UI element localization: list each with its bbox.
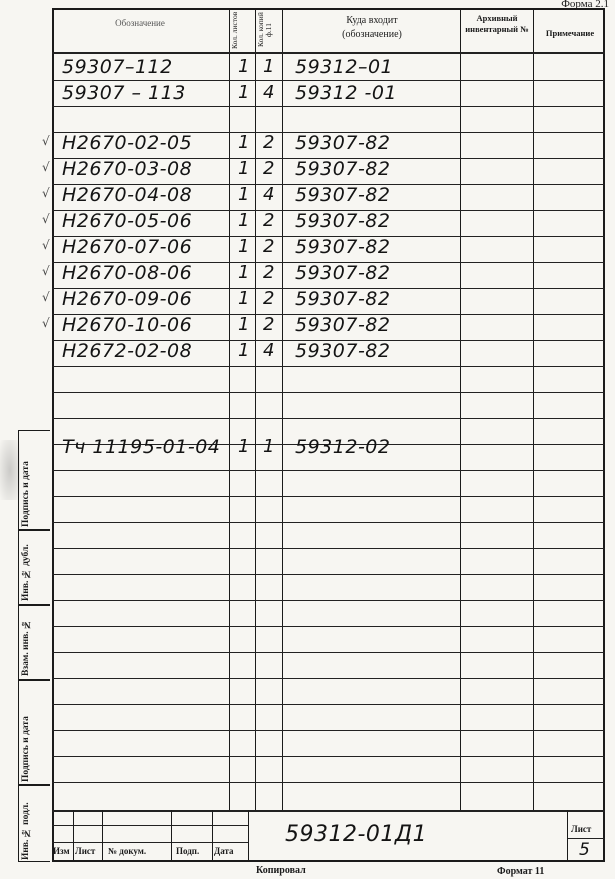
header-where-used-sub: (обозначение) <box>342 29 402 40</box>
check-mark: √ <box>42 290 50 304</box>
cell-designation: Тч 11195-01-04 <box>62 436 221 458</box>
tb-sheet-no: 5 <box>579 840 591 860</box>
cell-where-used: 59307-82 <box>295 132 391 154</box>
check-mark: √ <box>42 316 50 330</box>
cell-sheets: 1 <box>238 288 250 309</box>
col-divider <box>229 8 230 810</box>
tb-list: Лист <box>75 846 96 856</box>
row-line <box>52 522 605 523</box>
tb-designation: 59312-01Д1 <box>285 822 428 847</box>
row-line <box>52 678 605 679</box>
header-note: Примечание <box>545 28 595 38</box>
check-mark: √ <box>42 264 50 278</box>
cell-format: 4 <box>263 340 275 361</box>
cell-format: 2 <box>263 314 275 335</box>
cell-format: 2 <box>263 262 275 283</box>
side-label: Взам. инв. № <box>21 619 31 676</box>
row-line <box>52 652 605 653</box>
title-block-line <box>567 838 605 839</box>
cell-sheets: 1 <box>238 314 250 335</box>
check-mark: √ <box>42 134 50 148</box>
cell-format: 2 <box>263 210 275 231</box>
cell-sheets: 1 <box>238 436 250 457</box>
row-line <box>52 600 605 601</box>
cell-sheets: 1 <box>238 158 250 179</box>
cell-format: 2 <box>263 132 275 153</box>
row-line <box>52 574 605 575</box>
cell-format: 1 <box>263 436 275 457</box>
cell-format: 1 <box>263 56 275 77</box>
tb-doc-no: № докум. <box>108 846 147 856</box>
side-inv-podl <box>18 785 50 862</box>
cell-where-used: 59307-82 <box>295 262 391 284</box>
cell-sheets: 1 <box>238 236 250 257</box>
tb-sheet-label: Лист <box>571 824 592 834</box>
row-line <box>52 418 605 419</box>
cell-designation: Н2670-04-08 <box>62 184 193 206</box>
cell-where-used: 59307-82 <box>295 184 391 206</box>
cell-where-used: 59312–01 <box>295 56 394 78</box>
col-divider <box>282 8 283 810</box>
header-where-used: Куда входит <box>346 15 398 26</box>
title-block-line <box>52 825 248 826</box>
tb-divider <box>171 810 172 862</box>
header-designation: Обозначение <box>115 18 165 28</box>
side-sign-date-bottom <box>18 680 50 785</box>
cell-where-used: 59312-02 <box>295 436 391 458</box>
col-divider <box>460 8 461 810</box>
cell-designation: Н2670-10-06 <box>62 314 193 336</box>
cell-designation: Н2670-09-06 <box>62 288 193 310</box>
title-block-line <box>52 842 248 843</box>
row-line <box>52 548 605 549</box>
row-line <box>52 470 605 471</box>
cell-where-used: 59307-82 <box>295 210 391 232</box>
check-mark: √ <box>42 212 50 226</box>
row-line <box>52 496 605 497</box>
cell-format: 2 <box>263 288 275 309</box>
side-vzam-inv <box>18 605 50 680</box>
stamp-mark <box>0 440 20 500</box>
row-line <box>52 80 605 81</box>
cell-where-used: 59312 -01 <box>295 82 398 104</box>
header-sheets-count: Кол. листов <box>230 11 239 49</box>
footer-format: Формат 11 <box>497 866 545 877</box>
cell-format: 4 <box>263 184 275 205</box>
col-divider <box>255 8 256 810</box>
cell-sheets: 1 <box>238 184 250 205</box>
row-line <box>52 106 605 107</box>
form-number: Форма 2.1 <box>561 0 609 10</box>
cell-format: 2 <box>263 236 275 257</box>
tb-podp: Подп. <box>176 846 200 856</box>
side-label: Подпись и дата <box>21 461 31 527</box>
cell-designation: Н2670-03-08 <box>62 158 193 180</box>
row-line <box>52 756 605 757</box>
side-label: Инв. № дубл. <box>21 544 31 601</box>
cell-sheets: 1 <box>238 132 250 153</box>
row-line <box>52 730 605 731</box>
cell-sheets: 1 <box>238 210 250 231</box>
row-line <box>52 366 605 367</box>
check-mark: √ <box>42 186 50 200</box>
cell-where-used: 59307-82 <box>295 314 391 336</box>
cell-designation: 59307 – 113 <box>62 82 186 104</box>
cell-format: 4 <box>263 82 275 103</box>
cell-sheets: 1 <box>238 56 250 77</box>
cell-designation: 59307–112 <box>62 56 173 78</box>
cell-sheets: 1 <box>238 340 250 361</box>
cell-designation: Н2670-07-06 <box>62 236 193 258</box>
cell-where-used: 59307-82 <box>295 158 391 180</box>
row-line <box>52 704 605 705</box>
cell-designation: Н2670-08-06 <box>62 262 193 284</box>
header-archive: Архивный инвентарный № <box>465 13 529 34</box>
tb-divider <box>248 810 249 862</box>
tb-divider <box>73 810 74 862</box>
tb-data: Дата <box>214 846 234 856</box>
cell-where-used: 59307-82 <box>295 288 391 310</box>
row-line <box>52 782 605 783</box>
cell-designation: Н2670-05-06 <box>62 210 193 232</box>
header-separator <box>52 52 605 54</box>
header-copy-format: Кол. копий ф.11 <box>256 12 273 48</box>
tb-divider <box>212 810 213 862</box>
tb-divider <box>102 810 103 862</box>
footer-copied: Копировал <box>256 865 306 876</box>
cell-sheets: 1 <box>238 262 250 283</box>
side-label: Подпись и дата <box>21 716 31 782</box>
row-line <box>52 392 605 393</box>
cell-where-used: 59307-82 <box>295 236 391 258</box>
title-block-top <box>52 810 605 812</box>
cell-format: 2 <box>263 158 275 179</box>
cell-designation: Н2672-02-08 <box>62 340 193 362</box>
check-mark: √ <box>42 238 50 252</box>
side-label: Инв. № подл. <box>21 802 31 860</box>
check-mark: √ <box>42 160 50 174</box>
tb-divider <box>567 810 568 862</box>
cell-sheets: 1 <box>238 82 250 103</box>
side-inv-dubl <box>18 530 50 605</box>
col-divider <box>533 8 534 810</box>
cell-where-used: 59307-82 <box>295 340 391 362</box>
tb-izm: Изм <box>53 846 70 856</box>
row-line <box>52 626 605 627</box>
side-sign-date-top <box>18 430 50 530</box>
cell-designation: Н2670-02-05 <box>62 132 193 154</box>
